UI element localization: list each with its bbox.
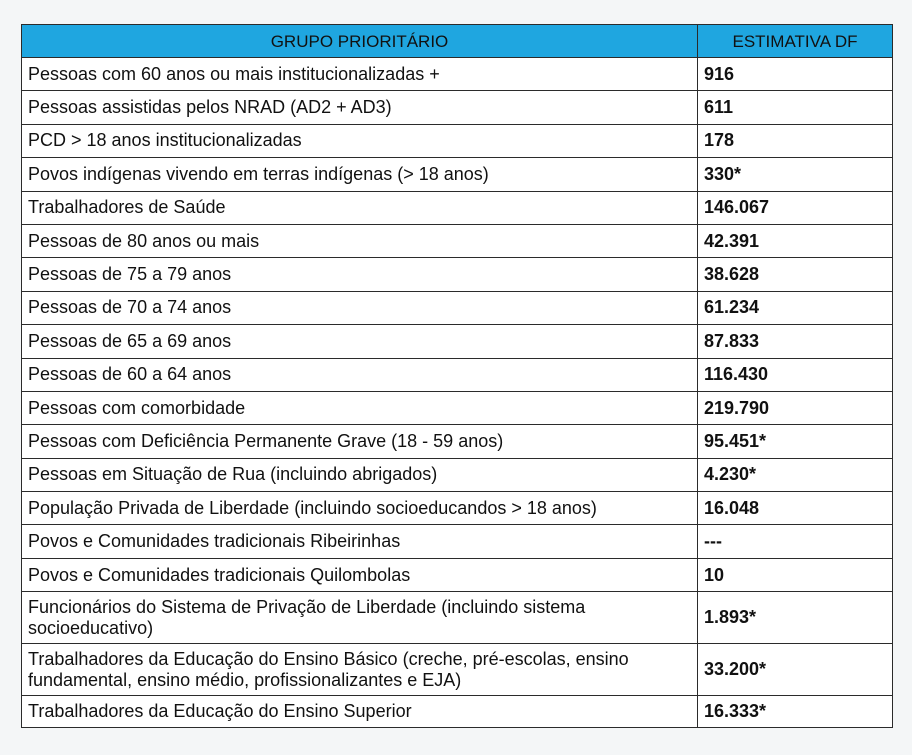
table-row [22,696,893,728]
estimate-cell: 42.391 [698,224,893,257]
group-cell: Pessoas com 60 anos ou mais institucionalizadas + [22,58,698,91]
group-cell: Pessoas de 75 a 79 anos [22,258,698,291]
estimate-cell: 38.628 [698,258,893,291]
estimate-cell: 4.230* [698,458,893,491]
table-row [22,458,893,491]
table-row [22,525,893,558]
group-cell: Povos indígenas vivendo em terras indígenas (> 18 anos) [22,158,698,191]
table-row [22,358,893,391]
group-cell: Pessoas em Situação de Rua (incluindo abrigados) [22,458,698,491]
estimate-cell: 330* [698,158,893,191]
estimate-cell: 16.048 [698,492,893,525]
estimate-cell: 16.333* [698,696,893,728]
table-row [22,58,893,91]
group-cell: Pessoas assistidas pelos NRAD (AD2 + AD3) [22,91,698,124]
estimate-cell: 10 [698,558,893,591]
column-header-group: GRUPO PRIORITÁRIO [22,25,698,58]
estimate-cell: 95.451* [698,425,893,458]
table-row [22,644,893,696]
table-row [22,325,893,358]
estimate-cell: 116.430 [698,358,893,391]
estimate-cell: 61.234 [698,291,893,324]
estimate-cell: 611 [698,91,893,124]
estimate-cell: 87.833 [698,325,893,358]
table-row [22,425,893,458]
table-row [22,224,893,257]
table-row [22,291,893,324]
table-row [22,592,893,644]
estimate-cell: 33.200* [698,644,893,696]
estimate-cell: 219.790 [698,391,893,424]
table-row [22,91,893,124]
estimate-cell: 146.067 [698,191,893,224]
group-cell: Pessoas de 70 a 74 anos [22,291,698,324]
estimate-cell: 916 [698,58,893,91]
group-cell: Povos e Comunidades tradicionais Ribeirinhas [22,525,698,558]
group-cell: Funcionários do Sistema de Privação de Liberdade (incluindo sistema socioeducativo) [22,592,698,644]
estimate-cell: 178 [698,124,893,157]
group-cell: Trabalhadores da Educação do Ensino Básico (creche, pré-escolas, ensino fundamental, ensino médio, profissionalizantes e EJA) [22,644,698,696]
estimate-cell: --- [698,525,893,558]
group-cell: Pessoas de 80 anos ou mais [22,224,698,257]
group-cell: Pessoas com comorbidade [22,391,698,424]
column-header-estimate: ESTIMATIVA DF [698,25,893,58]
estimate-cell: 1.893* [698,592,893,644]
priority-groups-table [21,24,893,728]
group-cell: População Privada de Liberdade (incluindo socioeducandos > 18 anos) [22,492,698,525]
group-cell: Pessoas com Deficiência Permanente Grave (18 - 59 anos) [22,425,698,458]
table-row [22,492,893,525]
table-row [22,124,893,157]
group-cell: Povos e Comunidades tradicionais Quilombolas [22,558,698,591]
table-row [22,191,893,224]
table-row [22,558,893,591]
priority-groups-table-container [21,24,892,728]
table-row [22,391,893,424]
table-header-row [22,25,893,58]
group-cell: Pessoas de 60 a 64 anos [22,358,698,391]
group-cell: Trabalhadores da Educação do Ensino Superior [22,696,698,728]
group-cell: Pessoas de 65 a 69 anos [22,325,698,358]
table-row [22,158,893,191]
group-cell: PCD > 18 anos institucionalizadas [22,124,698,157]
group-cell: Trabalhadores de Saúde [22,191,698,224]
table-row [22,258,893,291]
